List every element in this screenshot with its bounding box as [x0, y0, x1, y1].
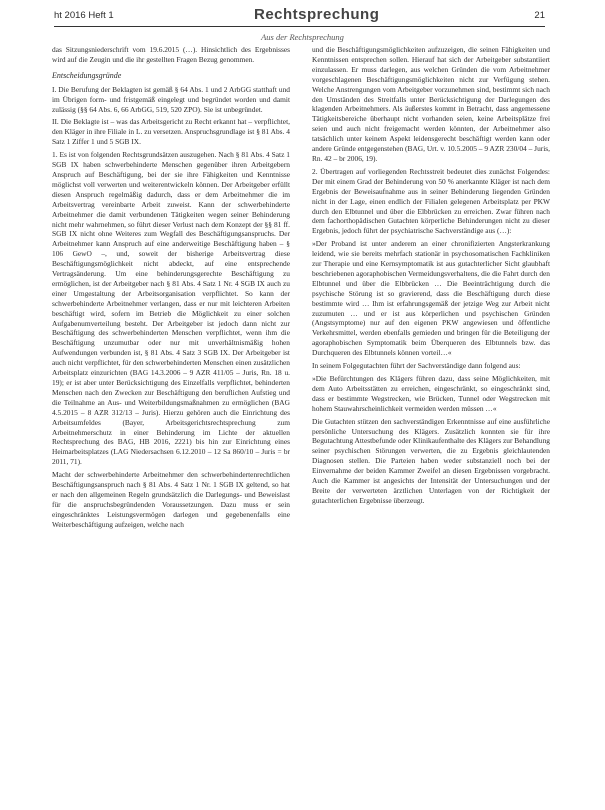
- page-number: 21: [534, 10, 545, 21]
- page-header: [54, 8, 545, 27]
- right-column: [312, 45, 550, 509]
- issue-label: ht 2016 Heft 1: [54, 10, 114, 21]
- section-heading: Entscheidungsgründe: [52, 70, 122, 80]
- paragraph-intro: das Sitzungsniederschrift vom 19.6.2015 (…). Hinsichtlich des Ergebnisses wird auf die Zeugin und die ihr gestellten Fragen Bezug genommen.: [52, 45, 290, 64]
- paragraph: 1. Es ist von folgenden Rechtsgrundsätzen auszugehen. Nach § 81 Abs. 4 Satz 1 SGB IX haben schwerbehinderte Menschen gegenüber ihren Arbeitgebern Anspruch auf Beschäftigung, bei der sie ihre Fähigkeiten und Kenntnisse möglichst voll verwerten und weiterentwickeln können. Der Arbeitgeber erfüllt diesen Anspruch regelmäßig dadurch, dass er dem Arbeitnehmer die im Arbeitsvertrag vereinbarte Arbeit zuweist. Kann der schwerbehinderte Arbeitnehmer die damit verbundenen Tätigkeiten wegen seiner Behinderung nicht mehr wahrnehmen, so führt dieser Verlust nach dem Konzept der §§ 81 ff. SGB IX nicht ohne Weiteres zum Wegfall des Beschäftigungsanspruchs. Der Arbeitnehmer kann Anspruch auf eine anderweitige Beschäftigung haben – § 106 GewO –, und, soweit der bisherige Arbeitsvertrag diese Beschäftigungsmöglichkeit nicht abdeckt, auf eine entsprechende Vertragsänderung. Um eine behinderungsgerechte Beschäftigung zu ermöglichen, ist der Arbeitgeber nach § 81 Abs. 4 Satz 1 Nr. 4 SGB IX auch zu einer Umgestaltung der Arbeitsorganisation verpflichtet. So kann der schwerbehinderte Arbeitnehmer verlangen, dass er nur mit leichteren Arbeiten beschäftigt wird, sofern im Betrieb die Möglichkeit zu einer solchen Aufgabenumverteilung besteht. Der Arbeitgeber ist jedoch dann nicht zur Beschäftigung des schwerbehinderten Menschen verpflichtet, wenn ihm die Beschäftigung unzumutbar oder nur mit unverhältnismäßig hohen Aufwendungen verbunden ist, § 81 Abs. 4 Satz 3 SGB IX. Der Arbeitgeber ist auch nicht verpflichtet, für den schwerbehinderten Menschen einen zusätzlichen Arbeitsplatz einzurichten (BAG 14.3.2006 – 9 AZR 411/05 – Juris, Rn. 18 u. 19); er ist aber unter Berücksichtigung des Einzelfalls verpflichtet, behinderten Menschen nach den Zwecken zur Beschäftigung den beruflichen Aufstieg und die Teilnahme an Aus- und Weiterbildungsmaßnahmen zu ermöglichen (BAG 4.5.2015 – 8 AZR 312/13 – Juris). Hierzu gehören auch die Einrichtung des Arbeitsumfeldes (Bayer, Arbeitsgerichtsrechtsprechung zum Arbeitnehmerschutz in einer Behinderung im Lichte der aktuellen Rechtsprechung des BAG, HB 2016, 2221) bis hin zur Einrichtung eines Heimarbeitsplatzes (LAG Niedersachsen 6.12.2010 – 12 Sa 860/10 – Juris = br 2011, 71).: [52, 150, 290, 467]
- paragraph: I. Die Berufung der Beklagten ist gemäß § 64 Abs. 1 und 2 ArbGG statthaft und im Übrigen form- und fristgemäß eingelegt und begründet worden und damit zulässig (§§ 64 Abs. 6, 66 ArbGG, 519, 520 ZPO). Sie ist unbegründet.: [52, 84, 290, 114]
- left-column: [52, 45, 290, 533]
- paragraph: II. Die Beklagte ist – was das Arbeitsgericht zu Recht erkannt hat – verpflichtet, den Kläger in ihre Filiale in L. zu versetzen. Anspruchsgrundlage ist § 81 Abs. 4 Satz 1 Ziffer 1 und 5 SGB IX.: [52, 117, 290, 147]
- paragraph: Die Gutachten stützen den sachverständigen Erkenntnisse auf eine ausführliche persönliche Untersuchung des Klägers. Zusätzlich konnten sie für ihre Begutachtung Attestbefunde oder Klinikaufenthalte des Klägers zur Behandlung seiner psychischen Störungen verwerten, die zu Ergebnis gleichlautenden Diagnosen stellen. Die Parteien haben weder substanziell noch bei der Einvernahme der beiden Kammer Zweifel an diesen Ergebnissen vorgebracht. Auch die Kammer ist angesichts der Intensität der Untersuchungen und der Breite der verwerteten ärztlichen Unterlagen von der Richtigkeit der gutachterlichen Ergebnisse überzeugt.: [312, 416, 550, 505]
- paragraph: und die Beschäftigungsmöglichkeiten aufzuzeigen, die seinen Fähigkeiten und Kenntnissen entsprechen sollen. Hierauf hat sich der Arbeitgeber substantiiert einzulassen. Er muss darlegen, aus welchen Gründen die vom Arbeitnehmer vorgeschlagenen Beschäftigungsmöglichkeiten nicht zur Verfügung stehen. Welche Anstrengungen vom Arbeitgeber vorzunehmen sind, bestimmt sich nach den Umständen des Streitfalls unter Berücksichtigung der Darlegungen des klagenden Arbeitnehmers. Als äußerstes kommt in Betracht, dass angemessene Tätigkeitsbereiche überhaupt nicht vorhanden seien, keine Arbeitsplätze frei seien und auch nicht freigemacht werden könnten, der Arbeitnehmer also tatsächlich unter keinem Aspekt leidensgerecht beschäftigt werden kann oder andere Gründe entgegenstehen (BAG, Urt. v. 10.5.2005 – 9 AZR 230/04 – Juris, Rn. 42 – br 2006, 19).: [312, 45, 550, 163]
- block-quote: »Der Proband ist unter anderem an einer chronifizierten Angsterkrankung leidend, wie sie bereits mehrfach stationär in psychosomatischen Fachkliniken zur Therapie und eine Kernsymptomatik ist aus gutachterlicher Sicht glaubhaft beschriebenen agoraphobischen Vermeidungsverhaltens, die die Fahrt durch den Elbtunnel und über die Elbbrücken … Die Beeinträchtigung durch die psychische Störung ist so gravierend, dass die Beschäftigung durch diese bestimmte wird … Ihm ist erfahrungsgemäß der jetzige Weg zur Arbeit nicht zuzumuten … und er ist aus körperlichen und psychischen Gründen (Angstsymptome) nur auf den eigenen PKW angewiesen und öffentliche Verkehrsmittel, werden ebenfalls gemieden und bringen für die Beteiligung der agoraphobischen Symptomatik beim Überqueren des Elbtunnels bzw. das Durchqueren des Elbtunnels können vorteil…«: [312, 239, 550, 358]
- paragraph: 2. Übertragen auf vorliegenden Rechtsstreit bedeutet dies zunächst Folgendes: Der mit einem Grad der Behinderung von 50 % anerkannte Kläger ist nach dem Ergebnis der Beweisaufnahme aus in seiner Behinderung liegenden Gründen nicht in der Lage, einen endlich der Filialen gelegenen Arbeitsplatz per PKW durch den Elbtunnel und über die Elbbrücken zu erreichen. Zwar führen nach dem fachorthopädischen Gutachten körperliche Behinderungen nicht zu dieser Ergebnis, jedoch führt der psychiatrische Sachverständige aus (…):: [312, 166, 550, 236]
- section-title: Rechtsprechung: [254, 6, 380, 23]
- section-subtitle: Aus der Rechtsprechung: [261, 32, 344, 42]
- paragraph: Macht der schwerbehinderte Arbeitnehmer den schwerbehindertenrechtlichen Beschäftigungsanspruch nach § 81 Abs. 4 Satz 1 Nr. 1 SGB IX geltend, so hat er nach den allgemeinen Regeln grundsätzlich die Darlegungs- und Beweislast für die anspruchsbegründenden Voraussetzungen. Dazu muss er sein eingeschränktes Leistungsvermögen darlegen und gegebenenfalls eine Weiterbeschäftigung aufzeigen, welche nach: [52, 470, 290, 529]
- block-quote: »Die Befürchtungen des Klägers führen dazu, dass seine Möglichkeiten, mit dem Auto Arbeitsstätten zu erreichen, eingeschränkt, so eingeschränkt sind, dass er bestimmte Wegstrecken, wie Brücken, Tunnel oder Wegstrecken mit hohem Stauwahrscheinlichkeit vermeiden werden müssen …«: [312, 374, 550, 413]
- paragraph: In seinem Folgegutachten führt der Sachverständige dann folgend aus:: [312, 361, 521, 371]
